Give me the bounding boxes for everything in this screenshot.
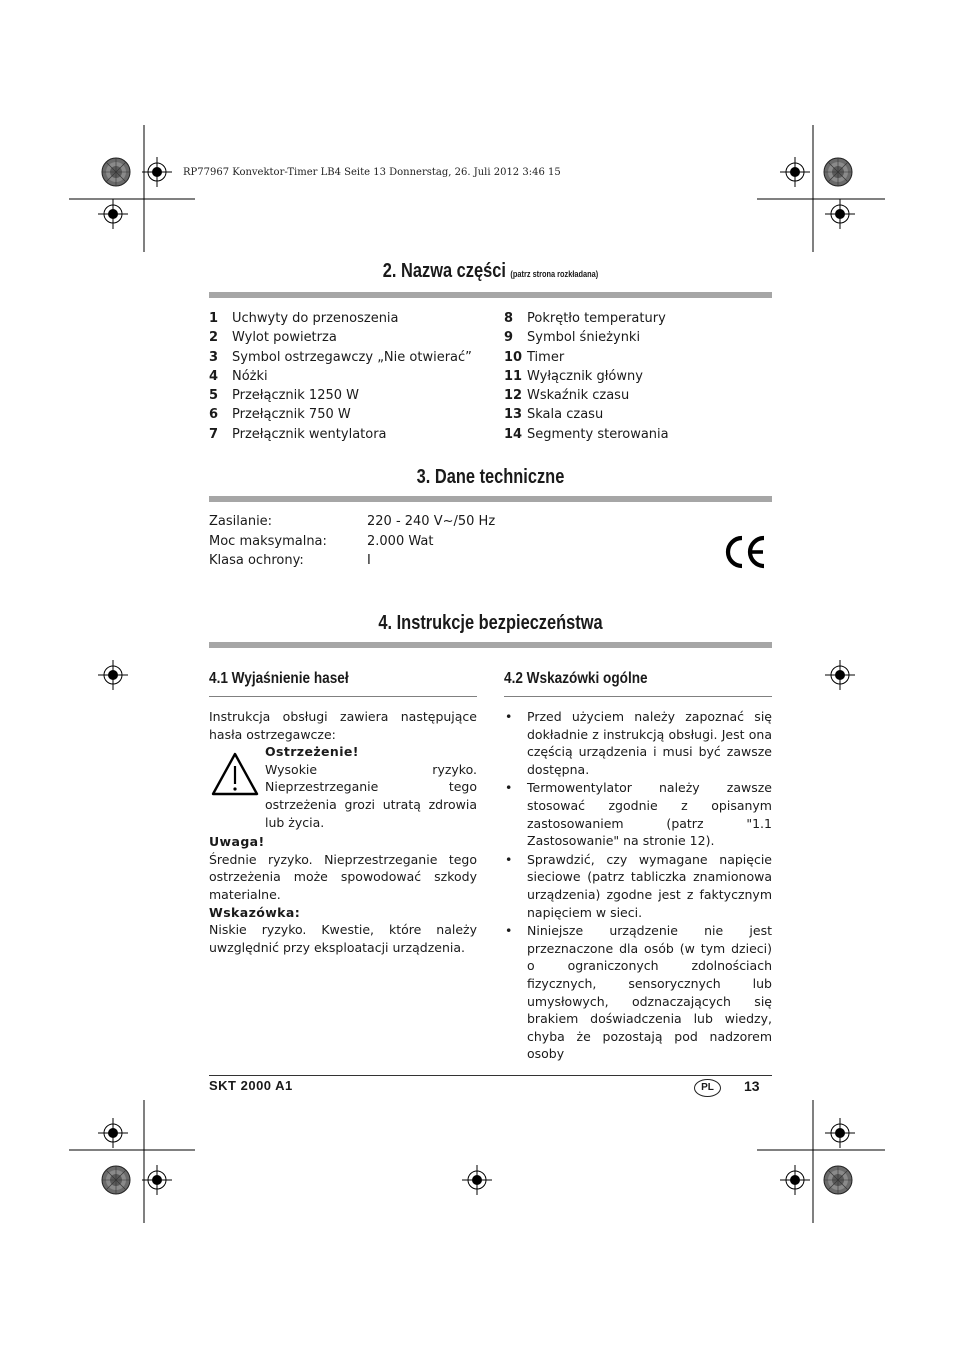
warning-label: Ostrzeżenie! — [265, 744, 359, 760]
section-2-bar — [209, 292, 772, 298]
warning-block — [209, 743, 477, 831]
section-2-heading — [260, 260, 722, 283]
tech-value: 2.000 Wat — [367, 533, 434, 549]
subsection-4-2-body — [504, 708, 772, 1064]
list-item: • Termowentylator należy zawsze stosować zgodnie z opisanym zastosowaniem (patrz "1.1 Zastosowanie" na stronie 12). — [504, 779, 772, 849]
footer-rule — [209, 1075, 772, 1076]
subsection-4-1-body — [209, 708, 477, 956]
ce-mark-icon — [722, 534, 768, 570]
print-info-line: RP77967 Konvektor-Timer LB4 Seite 13 Donnerstag, 26. Juli 2012 3:46 15 — [183, 167, 561, 178]
general-notes-list — [504, 708, 772, 1063]
tech-label: Klasa ochrony: — [209, 553, 304, 568]
section-2-subtitle: (patrz strona rozkładana) — [510, 269, 599, 279]
tech-labels — [209, 512, 327, 571]
caution-label: Uwaga! — [209, 834, 265, 850]
part-item: 8 Pokrętło temperatury — [504, 311, 666, 326]
list-item: • Sprawdzić, czy wymagane napięcie sieciowe (patrz tabliczka znamionowa urządzenia) zgodne jest z faktycznym napięciem w sieci. — [504, 851, 772, 921]
part-item: 12 Wskaźnik czasu — [504, 388, 630, 404]
page-number: 13 — [744, 1078, 760, 1094]
language-badge: PL — [694, 1079, 721, 1097]
section-4-title: 4. Instrukcje bezpieczeństwa — [378, 612, 603, 634]
part-item: 14 Segmenty sterowania — [504, 426, 669, 442]
intro-text: Instrukcja obsługi zawiera następujące hasła ostrzegawcze: — [209, 709, 477, 742]
subsection-4-2-rule — [504, 696, 772, 697]
tech-value: I — [367, 553, 371, 568]
warning-text: Wysokie ryzyko. Nieprzestrzeganie tego ostrzeżenia grozi utratą zdrowia lub życia. — [265, 761, 477, 830]
part-item: 13 Skala czasu — [504, 407, 604, 423]
part-item: 11 Wyłącznik główny — [504, 368, 643, 384]
part-item: 6 Przełącznik 750 W — [209, 407, 351, 423]
part-item: 7 Przełącznik wentylatora — [209, 426, 387, 442]
tech-label: Zasilanie: — [209, 514, 273, 529]
tech-label: Moc maksymalna: — [209, 533, 327, 549]
section-3-title: 3. Dane techniczne — [416, 466, 565, 488]
list-item: • Przed użyciem należy zapoznać się dokładnie z instrukcją obsługi. Jest ona częścią urządzenia i musi być zawsze dostępna. — [504, 708, 772, 778]
caution-text: Średnie ryzyko. Nieprzestrzeganie tego ostrzeżenia może spowodować szkody materialne. — [209, 851, 477, 902]
subsection-4-2-title: 4.2 Wskazówki ogólne — [504, 670, 648, 687]
tech-value: 220 - 240 V~/50 Hz — [367, 514, 496, 529]
subsection-4-1-rule — [209, 696, 477, 697]
section-2-title: 2. Nazwa części — [382, 260, 506, 282]
part-item: 10 Timer — [504, 349, 565, 365]
list-item: • Niniejsze urządzenie nie jest przeznaczone dla osób (w tym dzieci) o ograniczonych zdolnościach fizycznych, sensorycznych lub umysłowych, odznaczających się brakiem doświadczenia lub wiedzy, chyba że pozostają pod nadzorem osoby — [504, 922, 772, 1063]
tech-values — [367, 512, 495, 571]
subsection-4-1-title: 4.1 Wyjaśnienie haseł — [209, 670, 349, 687]
note-text: Niskie ryzyko. Kwestie, które należy uwzględnić przy eksploatacji urządzenia. — [209, 922, 477, 955]
note-label: Wskazówka: — [209, 904, 301, 920]
part-item: 2 Wylot powietrza — [209, 330, 337, 346]
parts-list-left — [209, 309, 472, 444]
part-item: 1 Uchwyty do przenoszenia — [209, 311, 399, 326]
parts-list-right — [504, 309, 669, 444]
part-item: 3 Symbol ostrzegawczy „Nie otwierać” — [209, 349, 472, 365]
section-3-bar — [209, 496, 772, 502]
footer-model: SKT 2000 A1 — [209, 1078, 293, 1093]
part-item: 5 Przełącznik 1250 W — [209, 388, 359, 404]
part-item: 9 Symbol śnieżynki — [504, 330, 641, 346]
part-item: 4 Nóżki — [209, 368, 268, 384]
section-4-bar — [209, 642, 772, 648]
warning-triangle-icon — [210, 751, 260, 797]
